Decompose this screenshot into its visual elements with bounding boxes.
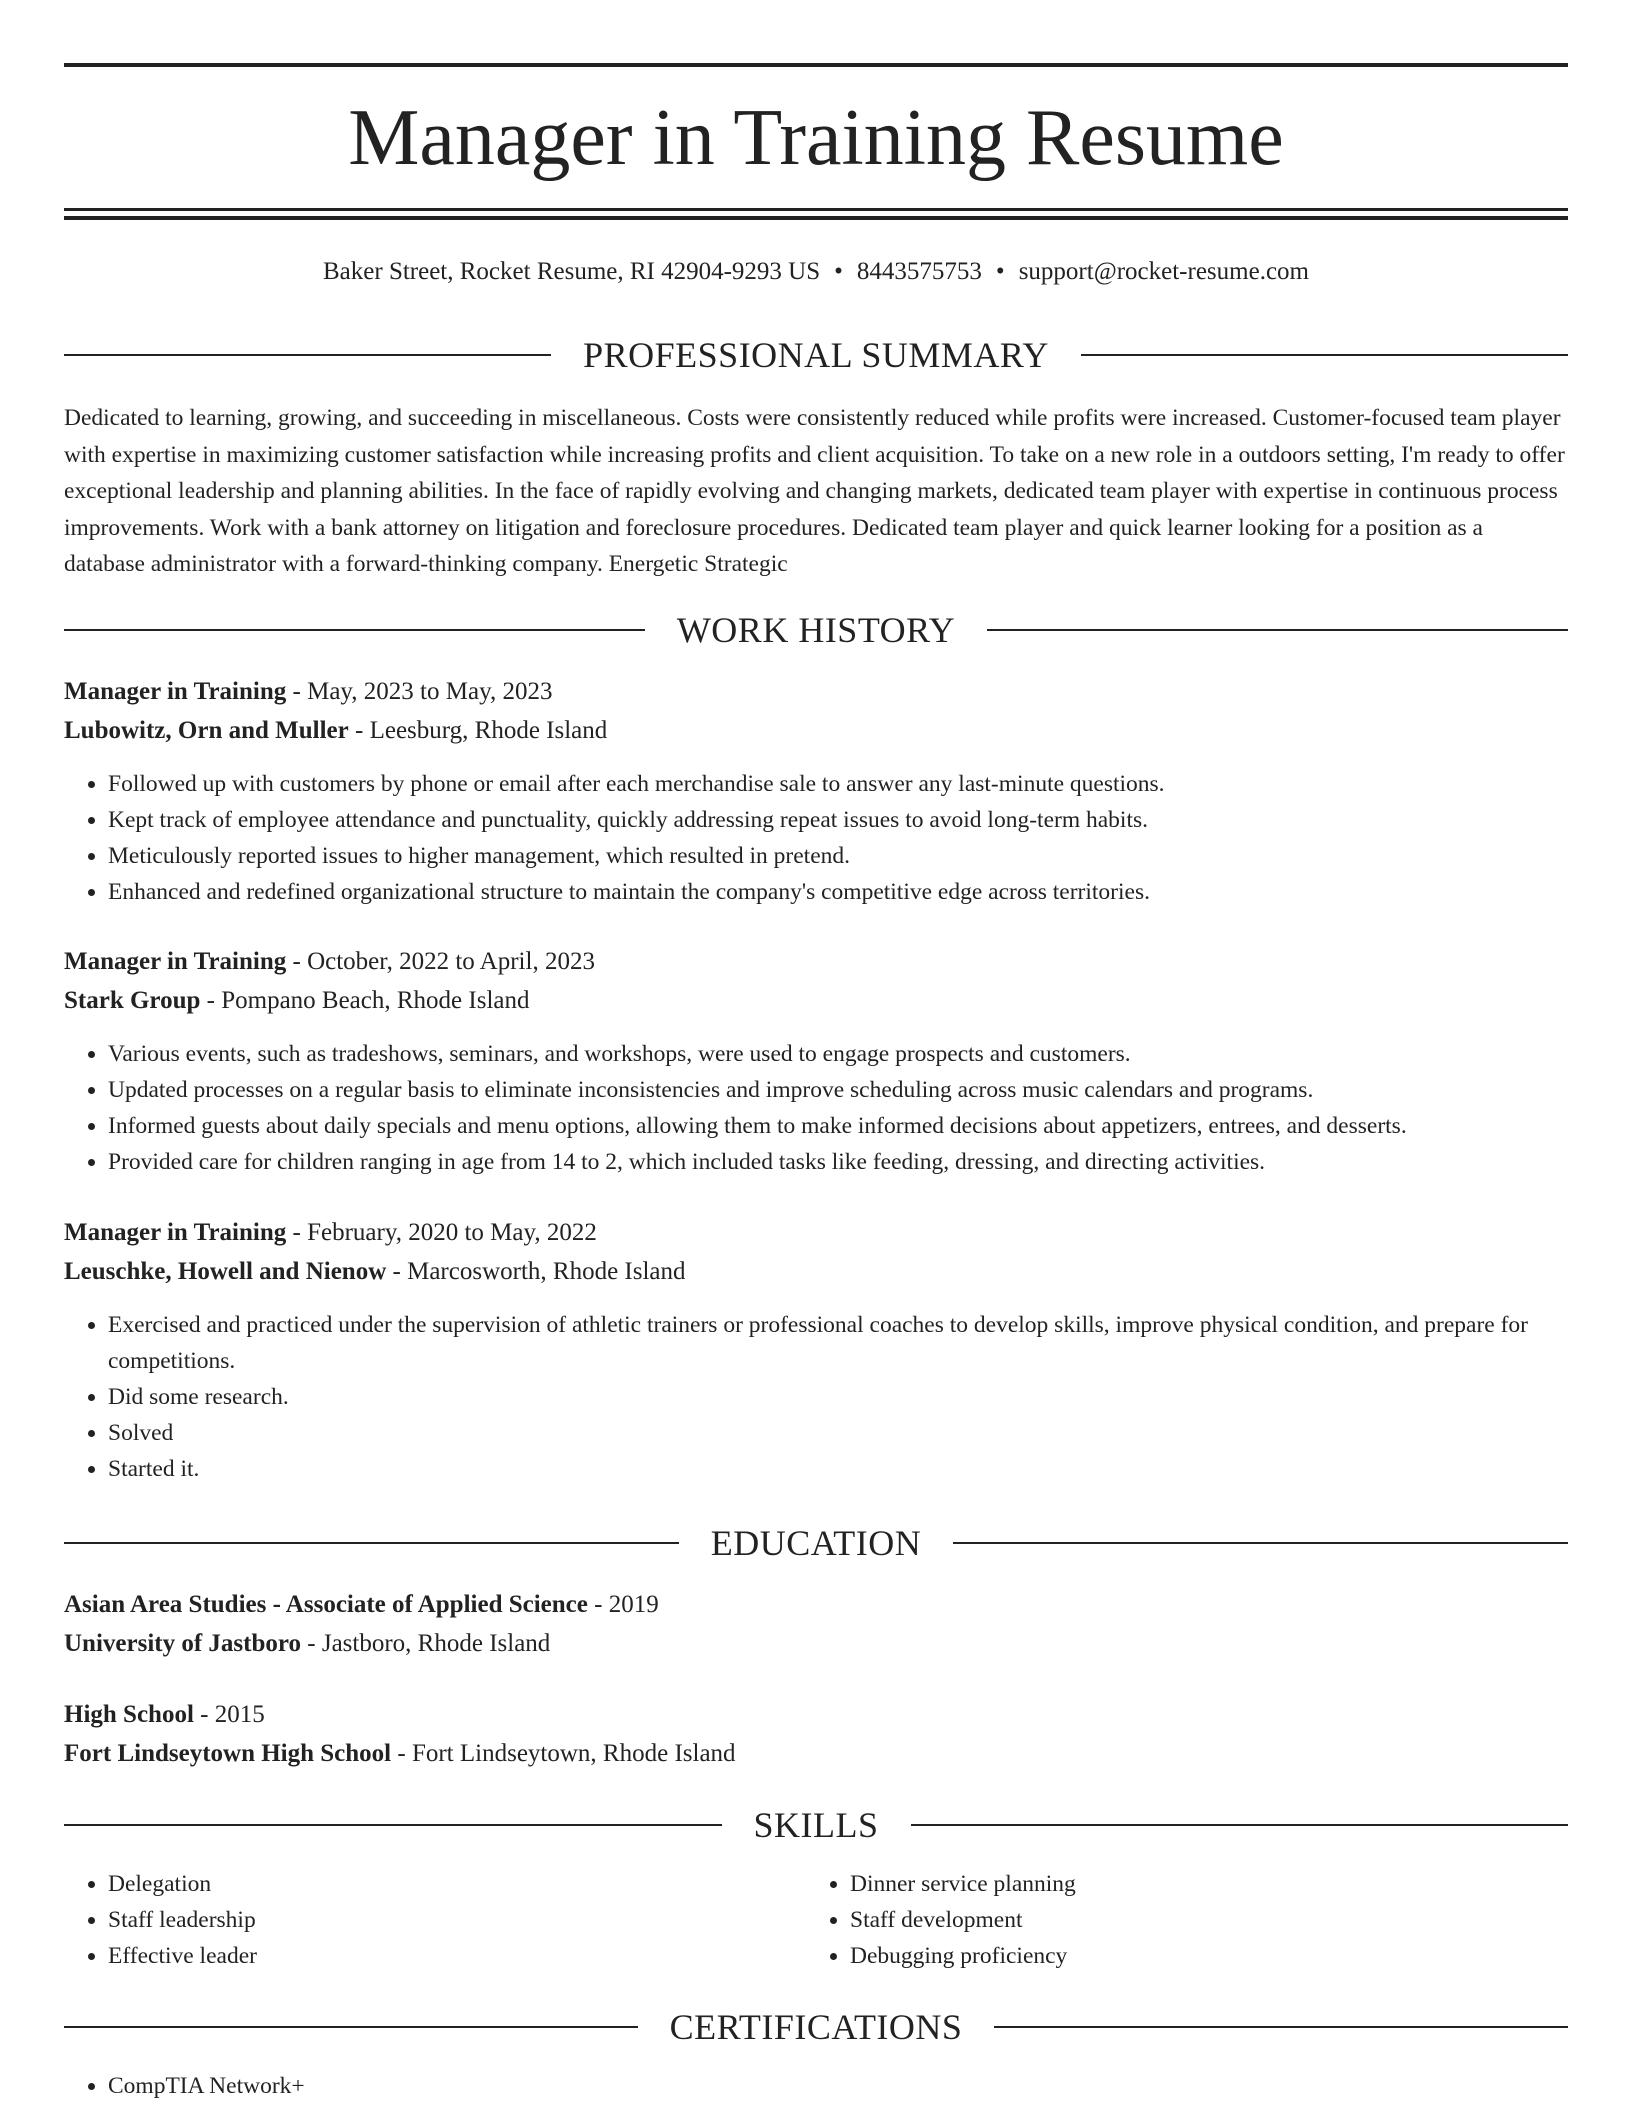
job-bullet: • Various events, such as tradeshows, seminars, and workshops, were used to engage prospects and customers. xyxy=(108,1036,1568,1072)
summary-text: Dedicated to learning, growing, and succeeding in miscellaneous. Costs were consistently reduced while profits were increased. Customer-focused team player with expertise in maximizing customer satisfaction while increasing profits and client acquisition. To take on a new role in a outdoors setting, I'm ready to offer exceptional leadership and planning abilities. In the face of rapidly evolving and changing markets, dedicated team player with expertise in continuous process improvements. Work with a bank attorney on litigation and foreclosure procedures. Dedicated team player and quick learner looking for a position as a database administrator with a forward-thinking company. Energetic Strategic xyxy=(64,405,1565,577)
divider-line xyxy=(64,2026,638,2028)
section-title: EDUCATION xyxy=(710,1523,922,1563)
job-bullet: • Exercised and practiced under the supervision of athletic trainers or professional coaches to develop skills, improve physical condition, and prepare for competitions. xyxy=(108,1307,1568,1379)
job-title: Manager in Training xyxy=(64,678,287,705)
job-bullet: • Updated processes on a regular basis to eliminate inconsistencies and improve scheduling across music calendars and programs. xyxy=(108,1072,1568,1108)
job-bullets xyxy=(64,766,1568,910)
education-degree: High School xyxy=(64,1701,194,1728)
job-company-line xyxy=(64,981,1568,1020)
skills-grid xyxy=(64,1866,1568,1974)
contact-email: support@rocket-resume.com xyxy=(1018,258,1309,285)
section-title: WORK HISTORY xyxy=(676,610,956,650)
job-location: - Pompano Beach, Rhode Island xyxy=(200,987,530,1014)
skill-item: • Staff leadership xyxy=(108,1902,806,1938)
job-title-line xyxy=(64,672,1568,711)
title-rule-lower xyxy=(64,216,1568,220)
divider-line xyxy=(64,1824,722,1826)
education-location: - Jastboro, Rhode Island xyxy=(301,1630,551,1657)
education-school-line xyxy=(64,1734,1568,1773)
skills-column-right xyxy=(806,1866,1548,1974)
job-title-line xyxy=(64,942,1568,981)
divider-line xyxy=(64,354,551,356)
education-entry xyxy=(64,1585,1568,1663)
education-school: Fort Lindseytown High School xyxy=(64,1740,392,1767)
section-title: SKILLS xyxy=(753,1805,879,1845)
skill-item: • Delegation xyxy=(108,1866,806,1902)
job-bullet: • Started it. xyxy=(108,1451,1568,1487)
job-entry xyxy=(64,1213,1568,1487)
education-entry xyxy=(64,1695,1568,1773)
job-bullet: • Informed guests about daily specials and menu options, allowing them to make informed decisions about appetizers, entrees, and desserts. xyxy=(108,1108,1568,1144)
job-location: - Leesburg, Rhode Island xyxy=(348,717,608,744)
job-bullets xyxy=(64,1307,1568,1487)
job-company-line xyxy=(64,1252,1568,1291)
resume-title: Manager in Training Resume xyxy=(348,94,1284,182)
job-bullet: • Meticulously reported issues to higher management, which resulted in pretend. xyxy=(108,838,1568,874)
job-dates: - October, 2022 to April, 2023 xyxy=(286,948,595,975)
section-title: CERTIFICATIONS xyxy=(669,2007,963,2047)
job-company: Lubowitz, Orn and Muller xyxy=(64,717,349,744)
education-year: - 2015 xyxy=(193,1701,265,1728)
contact-separator: • xyxy=(995,258,1005,285)
job-location: - Marcosworth, Rhode Island xyxy=(386,1258,686,1285)
section-heading-skills xyxy=(64,1803,1568,1847)
job-bullet: • Followed up with customers by phone or email after each merchandise sale to answer any last-minute questions. xyxy=(108,766,1568,802)
education-school: University of Jastboro xyxy=(64,1630,302,1657)
skills-column-left xyxy=(64,1866,806,1974)
divider-line xyxy=(987,629,1568,631)
job-title-line xyxy=(64,1213,1568,1252)
top-rule xyxy=(64,63,1568,67)
job-bullet: • Enhanced and redefined organizational structure to maintain the company's competitive edge across territories. xyxy=(108,874,1568,910)
job-dates: - May, 2023 to May, 2023 xyxy=(286,678,553,705)
education-degree-line xyxy=(64,1585,1568,1624)
section-heading-work xyxy=(64,608,1568,652)
job-bullet: • Did some research. xyxy=(108,1379,1568,1415)
job-bullet: • Kept track of employee attendance and punctuality, quickly addressing repeat issues to avoid long-term habits. xyxy=(108,802,1568,838)
divider-line xyxy=(64,1542,679,1544)
job-company: Leuschke, Howell and Nienow xyxy=(64,1258,387,1285)
skill-item: • Staff development xyxy=(850,1902,1548,1938)
title-rule-upper xyxy=(64,208,1568,211)
section-heading-education xyxy=(64,1521,1568,1565)
education-location: - Fort Lindseytown, Rhode Island xyxy=(391,1740,736,1767)
section-title: PROFESSIONAL SUMMARY xyxy=(583,335,1049,375)
contact-phone: 8443575753 xyxy=(856,258,982,285)
skill-item: • Dinner service planning xyxy=(850,1866,1548,1902)
divider-line xyxy=(994,2026,1568,2028)
contact-separator: • xyxy=(834,258,843,285)
education-degree: Asian Area Studies - Associate of Applied Science xyxy=(64,1591,588,1618)
education-degree-line xyxy=(64,1695,1568,1734)
job-bullet: • Provided care for children ranging in age from 14 to 2, which included tasks like feeding, dressing, and directing activities. xyxy=(108,1144,1568,1180)
job-company: Stark Group xyxy=(64,987,201,1014)
job-title: Manager in Training xyxy=(64,948,287,975)
job-company-line xyxy=(64,711,1568,750)
certification-item: • CompTIA Network+ xyxy=(108,2068,1612,2104)
education-school-line xyxy=(64,1624,1568,1663)
job-bullet: • Solved xyxy=(108,1415,1568,1451)
contact-line xyxy=(64,254,1568,290)
certifications-list xyxy=(64,2068,1612,2104)
contact-address: Baker Street, Rocket Resume, RI 42904-9293 US xyxy=(323,258,821,285)
job-entry xyxy=(64,942,1568,1180)
skill-item: • Debugging proficiency xyxy=(850,1938,1548,1974)
education-year: - 2019 xyxy=(587,1591,659,1618)
divider-line xyxy=(1081,354,1568,356)
skill-item: • Effective leader xyxy=(108,1938,806,1974)
section-heading-summary xyxy=(64,333,1568,377)
job-title: Manager in Training xyxy=(64,1219,287,1246)
job-dates: - February, 2020 to May, 2022 xyxy=(286,1219,597,1246)
job-bullets xyxy=(64,1036,1568,1180)
section-heading-certifications xyxy=(64,2005,1568,2049)
divider-line xyxy=(953,1542,1568,1544)
divider-line xyxy=(64,629,645,631)
job-entry xyxy=(64,672,1568,910)
divider-line xyxy=(911,1824,1569,1826)
